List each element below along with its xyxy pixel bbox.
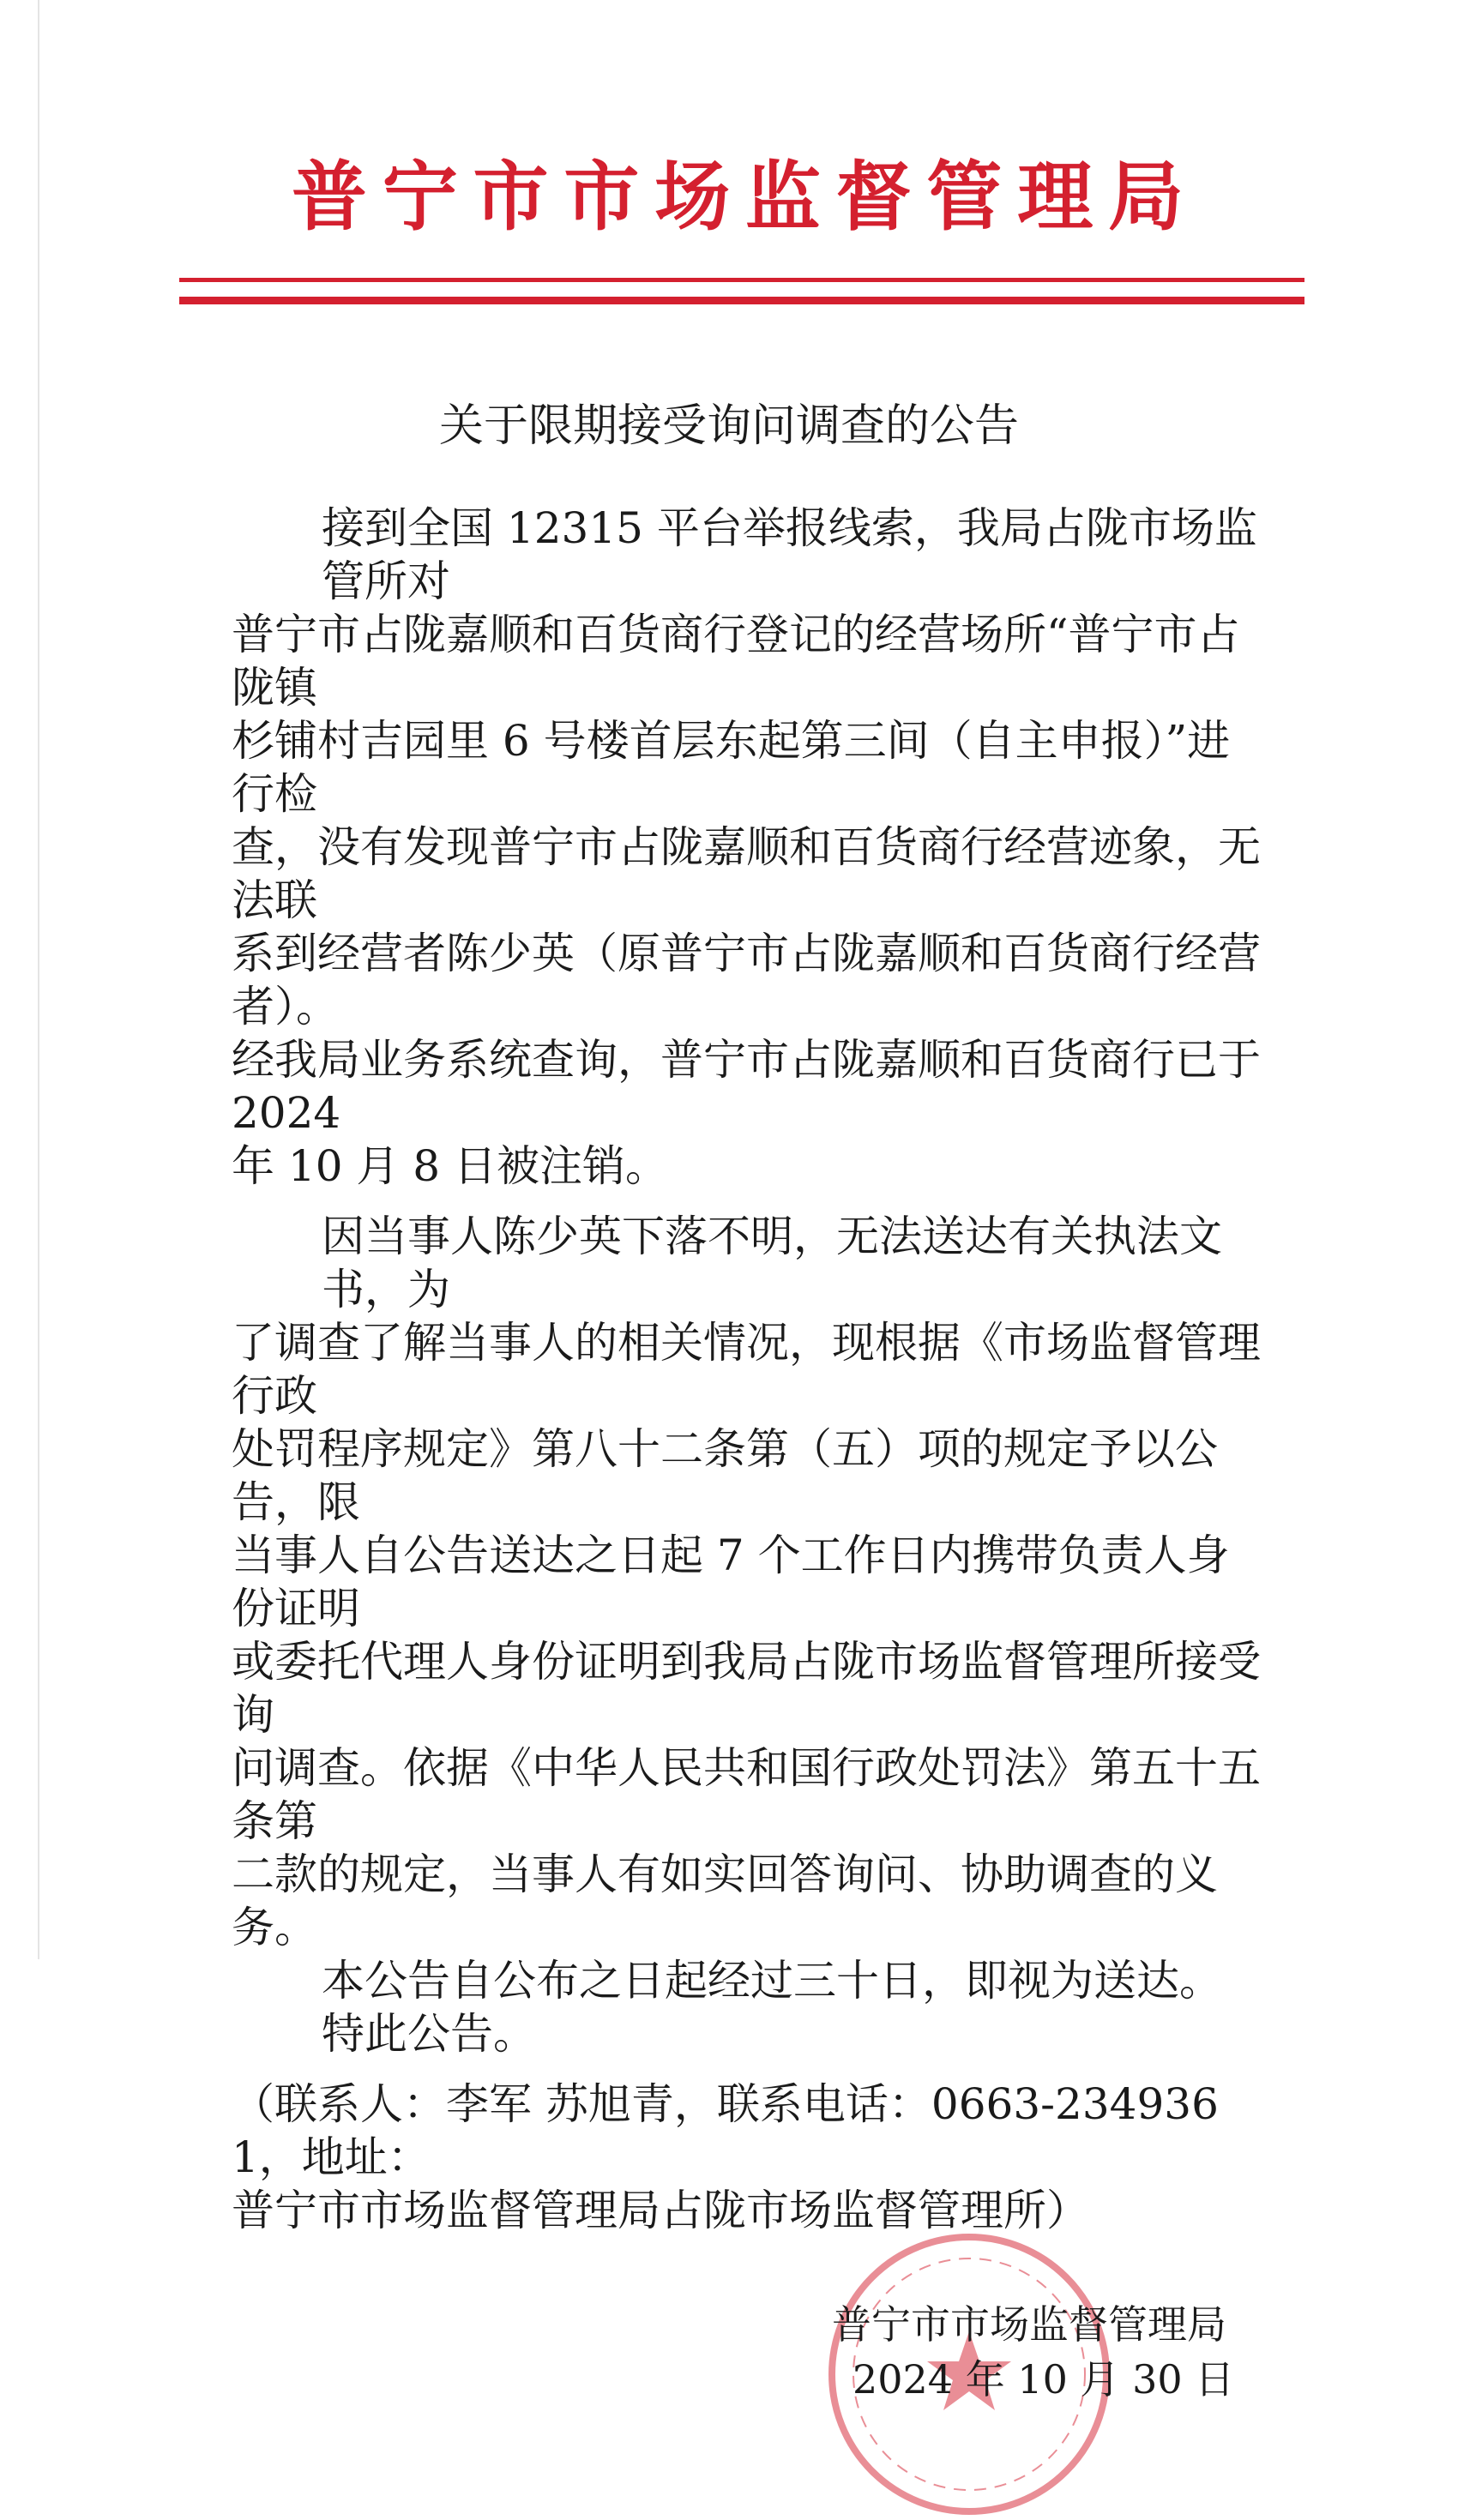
- body-line: 问调查。依据《中华人民共和国行政处罚法》第五十五条第: [232, 1743, 1261, 1846]
- masthead-rule-thin: [179, 278, 1304, 282]
- body-line: 经我局业务系统查询，普宁市占陇嘉顺和百货商行已于 2024: [232, 1035, 1261, 1138]
- body-line: 当事人自公告送达之日起 7 个工作日内携带负责人身份证明: [232, 1531, 1230, 1633]
- masthead-rule-thick: [179, 297, 1304, 304]
- body-line: 杉铺村吉园里 6 号楼首层东起第三间（自主申报）”进行检: [232, 716, 1231, 819]
- body-line: 二款的规定，当事人有如实回答询问、协助调查的义务。: [232, 1849, 1218, 1952]
- body-line: 本公告自公布之日起经过三十日，即视为送达。: [322, 1956, 1222, 2006]
- body-line: 接到全国 12315 平台举报线索，我局占陇市场监管所对: [322, 503, 1257, 606]
- signature-block: [832, 2297, 1244, 2486]
- body-line: 因当事人陈少英下落不明，无法送达有关执法文书，为: [322, 1212, 1222, 1314]
- notice-content: [232, 502, 1261, 2486]
- body-line: 年 10 月 8 日被注销。: [232, 1141, 669, 1191]
- body-line: 或委托代理人身份证明到我局占陇市场监督管理所接受询: [232, 1637, 1261, 1740]
- body-line: 普宁市占陇嘉顺和百货商行登记的经营场所“普宁市占陇镇: [232, 610, 1240, 713]
- body-line: 系到经营者陈少英（原普宁市占陇嘉顺和百货商行经营者）。: [232, 929, 1261, 1031]
- body-line: 查，没有发现普宁市占陇嘉顺和百货商行经营迹象，无法联: [232, 822, 1261, 925]
- body-line: 特此公告。: [322, 2009, 536, 2059]
- masthead-title: 普宁市市场监督管理局: [292, 153, 1184, 241]
- notice-body: [232, 502, 1261, 2237]
- body-line: （联系人：李军 苏旭青，联系电话：0663-2349361，地址：: [232, 2079, 1219, 2182]
- body-line: 普宁市市场监督管理局占陇市场监督管理所）: [232, 2186, 1089, 2235]
- notice-title: 关于限期接受询问调查的公告: [438, 400, 1019, 452]
- body-line: 处罚程序规定》第八十二条第（五）项的规定予以公告，限: [232, 1424, 1218, 1527]
- scan-edge-line: [38, 0, 39, 1959]
- issue-date: 2024 年 10 月 30 日: [853, 2356, 1235, 2403]
- issuer-signature: 普宁市市场监督管理局: [832, 2301, 1226, 2348]
- body-line: 了调查了解当事人的相关情况，现根据《市场监督管理行政: [232, 1318, 1261, 1421]
